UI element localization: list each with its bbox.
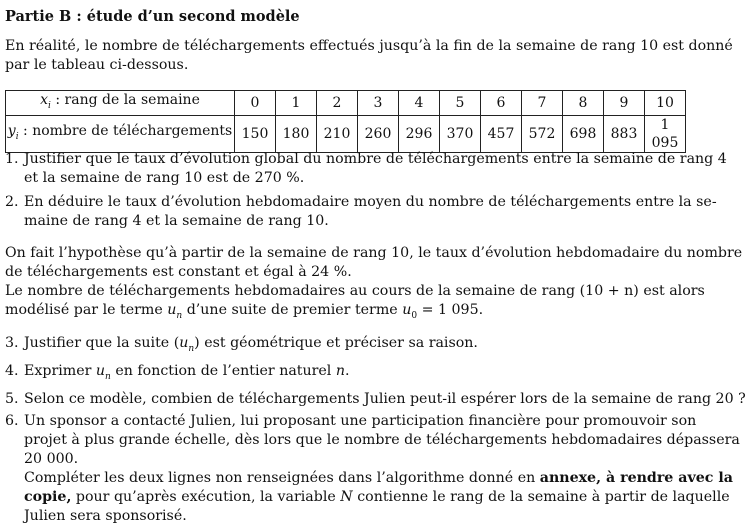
table-cell: 3 [358,91,399,116]
question-line [24,362,687,387]
question-line: Un sponsor a contacté Julien, lui proposant une participation financière pour promouvoir son [24,412,697,429]
row-header-downloads [6,115,235,152]
table-cell: 180 [276,115,317,152]
text: modélisé par le terme [5,302,168,318]
sub-0: 0 [411,310,418,321]
question-number: 6. [5,412,19,429]
var-u: u [167,302,177,318]
question-line [24,469,733,488]
var-u: u [95,362,106,379]
hypothesis-line: On fait l’hypothèse qu’à partir de la semaine de rang 10, le taux d’évolution hebdomadaire du nombre [5,245,743,261]
question-number: 4. [5,362,19,379]
text: Exprimer [24,362,96,379]
question-line [24,334,687,359]
downloads-table [5,90,686,153]
row-header-text: : rang de la semaine [50,92,200,108]
table-cell: 883 [604,115,645,152]
sub-n: n [188,343,195,354]
table-cell: 210 [317,115,358,152]
question-line: Julien sera sponsorisé. [24,507,187,524]
question-line: En déduire le taux d’évolution hebdomadaire moyen du nombre de téléchargements entre la se- [24,194,717,210]
table-cell: 572 [522,115,563,152]
table-cell: 150 [235,115,276,152]
question-3 [5,334,687,359]
var-x: x [40,92,49,108]
text: = 1 095. [417,302,484,318]
table-cell: 10 [645,91,686,116]
intro-line: En réalité, le nombre de téléchargements effectués jusqu’à la fin de la semaine de rang 10 est donné [5,38,733,54]
text: pour qu’après exécution, la variable [71,488,341,505]
question-5 [5,390,746,409]
table-cell: 698 [563,115,604,152]
table-cell: 457 [481,115,522,152]
table-cell: 1 [276,91,317,116]
sub-n: n [176,310,183,321]
text: . [345,362,350,379]
question-line [24,488,730,507]
table-cell: 2 [317,91,358,116]
text: en fonction de l’entier naturel [110,362,336,379]
question-line: 20 000. [24,450,79,467]
sub-i: i [15,131,19,142]
table-cell: 6 [481,91,522,116]
table-row-downloads [6,115,686,152]
text: Compléter les deux lignes non renseignées dans l’algorithme donné en [24,469,540,486]
table-cell: 370 [440,115,481,152]
question-4 [5,362,687,387]
table-cell: 7 [522,91,563,116]
text: ) est géométrique et préciser sa raison. [194,335,478,351]
var-N: N [340,488,353,505]
sub-n: n [105,371,111,382]
var-u: u [179,335,189,351]
table-cell: 5 [440,91,481,116]
hypothesis-line: Le nombre de téléchargements hebdomadaires au cours de la semaine de rang (10 + n) est alors [5,283,705,299]
question-1 [5,150,727,188]
sub-i: i [48,100,51,111]
question-list-part2 [5,334,746,526]
hypothesis-line [5,301,687,326]
table-cell: 8 [563,91,604,116]
table-cell: 9 [604,91,645,116]
text: d’une suite de premier terme [182,302,403,318]
text: contienne le rang de la semaine à partir de laquelle [352,488,730,505]
bold-text: annexe, à rendre avec la [539,469,733,486]
question-number: 1. [5,151,19,167]
row-header-rank [6,91,235,116]
bold-text: copie, [24,488,72,505]
table-cell: 296 [399,115,440,152]
question-6 [5,412,740,526]
question-line: maine de rang 4 et la semaine de rang 10. [24,213,329,229]
question-line: Justifier que le taux d’évolution global du nombre de téléchargements entre la semaine de rang 4 [24,151,727,167]
row-header-text: : nombre de téléchargements [18,122,233,139]
table-cell: 260 [358,115,399,152]
var-y: y [7,122,16,139]
section-title: Partie B : étude d’un second modèle [5,8,300,25]
hypothesis-line: de téléchargements est constant et égal à 24 %. [5,264,352,280]
question-2 [5,193,717,231]
table-cell: 1 095 [645,115,686,152]
question-number: 5. [5,390,19,407]
question-number: 2. [5,194,19,210]
question-list-part1 [5,150,727,231]
question-line: et la semaine de rang 10 est de 270 %. [24,170,305,186]
intro-paragraph [5,37,733,75]
question-line: projet à plus grande échelle, dès lors que le nombre de téléchargements hebdomadaires dépassera [24,431,740,448]
question-line: Selon ce modèle, combien de téléchargements Julien peut-il espérer lors de la semaine de rang 20 ? [24,390,746,407]
text: Justifier que la suite ( [24,335,180,351]
hypothesis-paragraph [5,244,743,326]
table-cell: 0 [235,91,276,116]
table-cell: 4 [399,91,440,116]
table-row-rank [6,91,686,116]
intro-line: par le tableau ci-dessous. [5,57,189,73]
var-u: u [402,302,412,318]
var-n: n [335,362,345,379]
question-number: 3. [5,335,19,351]
